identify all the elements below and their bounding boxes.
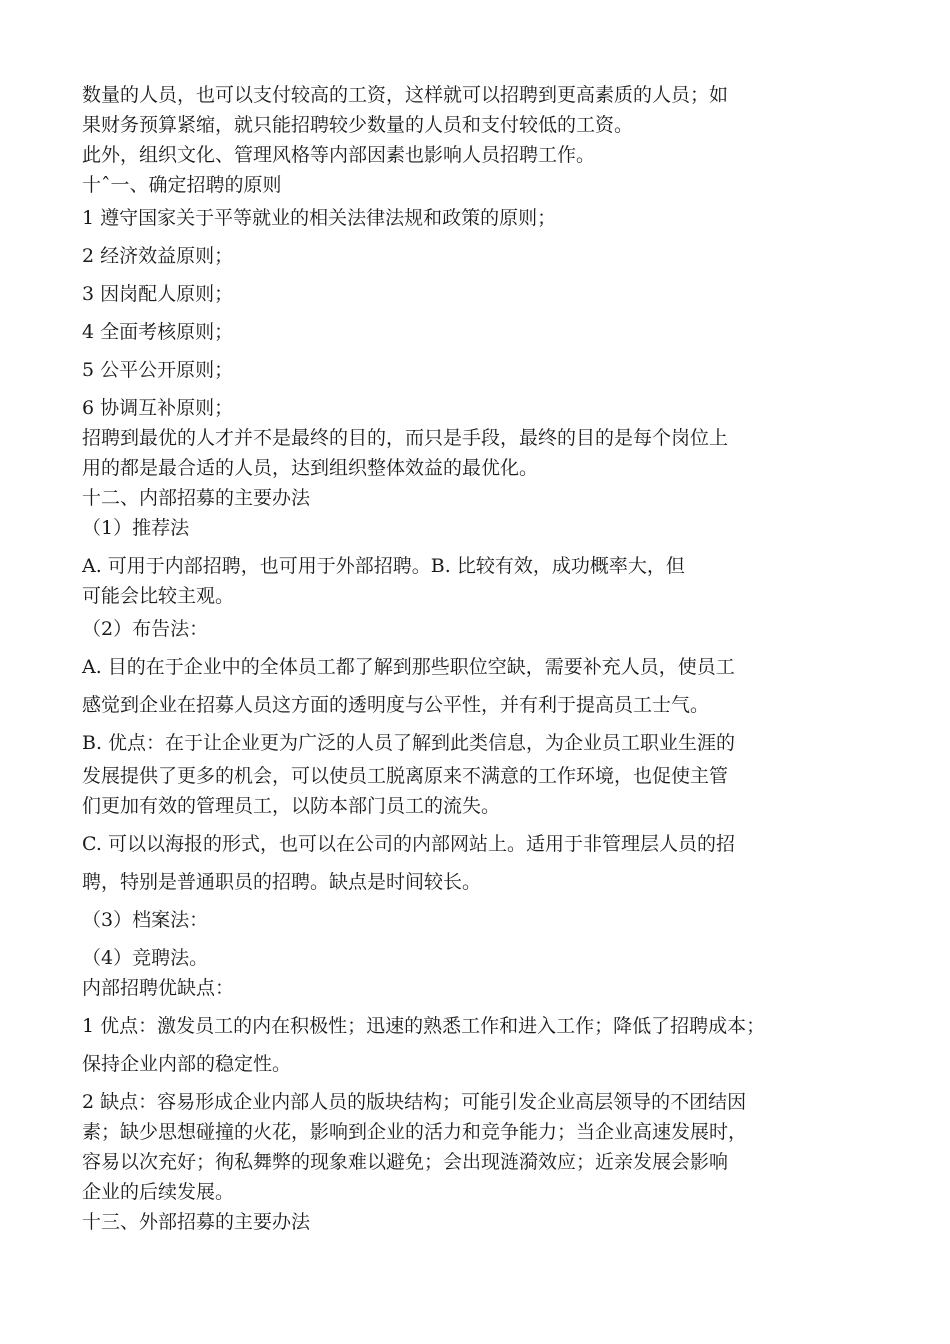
paragraph-line: 此外，组织文化、管理风格等内部因素也影响人员招聘工作。 bbox=[82, 144, 596, 166]
section-heading: 十二、内部招募的主要办法 bbox=[82, 487, 311, 509]
principle-item: 3 因岗配人原则； bbox=[82, 283, 234, 305]
section-heading: 十ˆ一、确定招聘的原则 bbox=[82, 174, 282, 196]
paragraph-line: 们更加有效的管理员工，以防本部门员工的流失。 bbox=[82, 795, 501, 817]
paragraph-line: 果财务预算紧缩，就只能招聘较少数量的人员和支付较低的工资。 bbox=[82, 114, 634, 136]
paragraph-line: 素；缺少思想碰撞的火花，影响到企业的活力和竞争能力；当企业高速发展时， bbox=[82, 1121, 748, 1143]
paragraph-line: 企业的后续发展。 bbox=[82, 1181, 235, 1203]
section-heading: 十三、外部招募的主要办法 bbox=[82, 1211, 311, 1233]
principle-item: 5 公平公开原则； bbox=[82, 359, 234, 381]
paragraph-line: 用的都是最合适的人员，达到组织整体效益的最优化。 bbox=[82, 457, 539, 479]
paragraph-line: 2 缺点：容易形成企业内部人员的版块结构；可能引发企业高层领导的不团结因 bbox=[82, 1091, 747, 1113]
paragraph-line: 1 优点：激发员工的内在积极性；迅速的熟悉工作和进入工作；降低了招聘成本； bbox=[82, 1015, 766, 1037]
method-heading: （4）竞聘法。 bbox=[82, 947, 209, 969]
principle-item: 2 经济效益原则； bbox=[82, 245, 234, 267]
paragraph-line: A. 目的在于企业中的全体员工都了解到那些职位空缺，需要补充人员，使员工 bbox=[82, 656, 735, 678]
method-heading: （1）推荐法 bbox=[82, 517, 190, 539]
paragraph-line: 发展提供了更多的机会，可以使员工脱离原来不满意的工作环境，也促使主管 bbox=[82, 765, 729, 787]
principle-item: 4 全面考核原则； bbox=[82, 321, 234, 343]
paragraph-line: 数量的人员，也可以支付较高的工资，这样就可以招聘到更高素质的人员；如 bbox=[82, 84, 729, 106]
paragraph-line: 聘，特别是普通职员的招聘。缺点是时间较长。 bbox=[82, 871, 482, 893]
paragraph-line: 保持企业内部的稳定性。 bbox=[82, 1053, 292, 1075]
paragraph-line: 招聘到最优的人才并不是最终的目的，而只是手段，最终的目的是每个岗位上 bbox=[82, 427, 729, 449]
method-heading: （3）档案法： bbox=[82, 909, 209, 931]
paragraph-line: 可能会比较主观。 bbox=[82, 585, 235, 607]
principle-item: 1 遵守国家关于平等就业的相关法律法规和政策的原则； bbox=[82, 207, 557, 229]
paragraph-line: A. 可用于内部招聘，也可用于外部招聘。B. 比较有效，成功概率大，但 bbox=[82, 555, 685, 577]
paragraph-line: 容易以次充好；徇私舞弊的现象难以避免；会出现涟漪效应；近亲发展会影响 bbox=[82, 1151, 729, 1173]
paragraph-line: B. 优点：在于让企业更为广泛的人员了解到此类信息，为企业员工职业生涯的 bbox=[82, 732, 736, 754]
principle-item: 6 协调互补原则； bbox=[82, 397, 234, 419]
paragraph-line: C. 可以以海报的形式，也可以在公司的内部网站上。适用于非管理层人员的招 bbox=[82, 833, 735, 855]
method-heading: （2）布告法： bbox=[82, 618, 209, 640]
subsection-heading: 内部招聘优缺点： bbox=[82, 977, 235, 999]
paragraph-line: 感觉到企业在招募人员这方面的透明度与公平性，并有利于提高员工士气。 bbox=[82, 694, 710, 716]
document-page bbox=[82, 80, 882, 1237]
